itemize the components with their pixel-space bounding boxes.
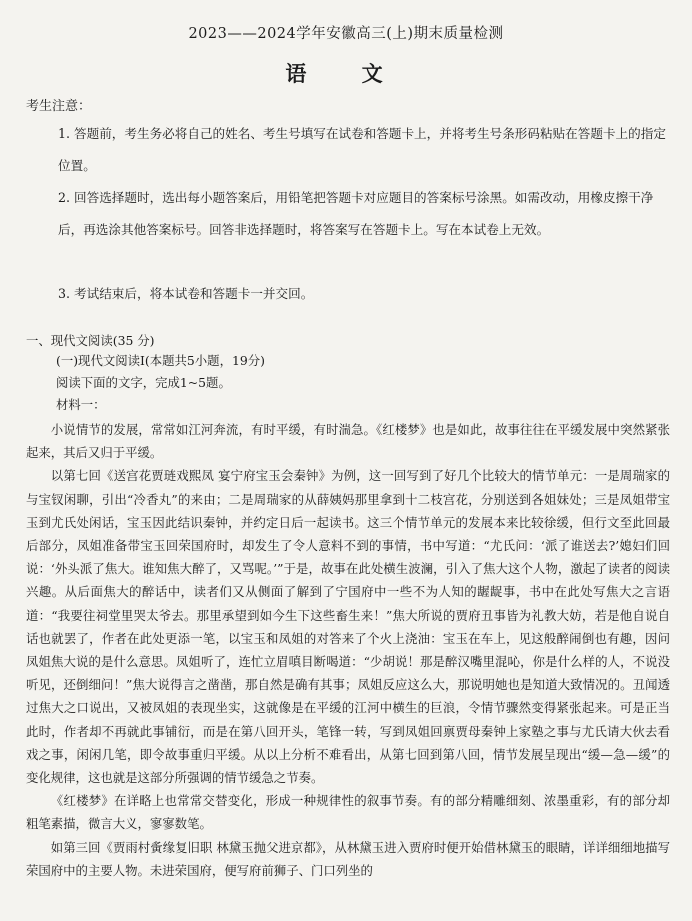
reading-instruction: 阅读下面的文字，完成1~5题。 xyxy=(56,375,231,390)
passage-paragraph: 以第七回《送宫花贾琏戏熙凤 宴宁府宝玉会秦钟》为例，这一回写到了好几个比较大的情节单元：一是周瑞家的与宝钗闲聊，引出“冷香丸”的来由；二是周瑞家的从薛姨妈那里拿到十二枝宫花，分别送到各姐妹处；三是凤姐带宝玉到尤氏处闲话，宝玉因此结识秦钟，并约定日后一起读书。这三个情节单元的发展本来比较徐缓，但行文至此回最后部分，凤姐准备带宝玉回荣国府时，却发生了令人意料不到的事情，书中写道：“尤氏问：‘派了谁送去?’媳妇们回说：‘外头派了焦大。谁知焦大醉了，又骂呢。’”于是，故事在此处横生波澜，引入了焦大这个人物，激起了读者的阅读兴趣。从后面焦大的醉话中，读者们又从侧面了解到了宁国府中一些不为人知的龌龊事，书中在此处写焦大之言语道：“我要往祠堂里哭太爷去。那里承望到如今生下这些畜生来！”焦大所说的贾府丑事皆为礼教大妨，若是他自说自话也就罢了，作者在此处更添一笔，以宝玉和凤姐的对答来了个火上浇油：宝玉在车上，见这般醉闹倒也有趣，因问凤姐焦大说的是什么意思。凤姐听了，连忙立眉嗔目断喝道：“少胡说！那是醉汉嘴里混吣，你是什么样的人，不说没听见，还倒细问！”焦大说得言之凿凿，那自然是确有其事；凤姐反应这么大，那说明她也是知道大致情况的。丑闻透过焦大之口说出，又被凤姐的表现坐实，这就像是在平缓的江河中横生的巨浪，令情节骤然变得紧张起来。可是正当此时，作者却不再就此事铺衍，而是在第八回开头，笔锋一转，写到凤姐回禀贾母秦钟上家塾之事与尤氏请大伙去看戏之事，闲闲几笔，即令故事重归平缓。从以上分析不难看出，从第七回到第八回，情节发展呈现出“缓—急—缓”的变化规律，这也就是这部分所强调的情节缓急之节奏。 xyxy=(26,468,670,786)
passage-paragraph: 《红楼梦》在详略上也常常交替变化，形成一种规律性的叙事节奏。有的部分精雕细刻、浓墨重彩，有的部分却粗笔素描，微言大义，寥寥数笔。 xyxy=(26,793,670,832)
notice-item-text: 3. 考试结束后，将本试卷和答题卡一并交回。 xyxy=(58,286,314,301)
sub-section-title: (一)现代文阅读Ⅰ(本题共5小题，19分) xyxy=(56,353,265,368)
notice-item-1 xyxy=(26,118,666,182)
reading-passage xyxy=(26,418,670,882)
notice-heading: 考生注意： xyxy=(26,99,92,114)
notice-item-2 xyxy=(26,182,666,246)
exam-title: 2023——2024学年安徽高三(上)期末质量检测 xyxy=(188,26,504,42)
passage-paragraph: 小说情节的发展，常常如江河奔流，有时平缓，有时湍急。《红楼梦》也是如此，故事往往在平缓发展中突然紧张起来，其后又归于平缓。 xyxy=(26,422,670,461)
notice-item-3 xyxy=(26,278,666,310)
material-label: 材料一： xyxy=(56,397,106,412)
passage-paragraph: 如第三回《贾雨村夤缘复旧职 林黛玉抛父进京都》，从林黛玉进入贾府时便开始借林黛玉的眼睛，详详细细地描写荣国府中的主要人物。未进荣国府，便写府前狮子、门口列坐的 xyxy=(26,839,670,878)
notice-item-text: 1. 答题前，考生务必将自己的姓名、考生号填写在试卷和答题卡上，并将考生号条形码粘贴在答题卡上的指定位置。 xyxy=(58,126,666,173)
subject-title: 语 文 xyxy=(285,61,407,86)
notice-item-text: 2. 回答选择题时，选出每小题答案后，用铅笔把答题卡对应题目的答案标号涂黑。如需改动，用橡皮擦干净后，再选涂其他答案标号。回答非选择题时，将答案写在答题卡上。写在本试卷上无效。 xyxy=(58,190,654,237)
part-title: 一、现代文阅读(35 分) xyxy=(26,333,155,348)
